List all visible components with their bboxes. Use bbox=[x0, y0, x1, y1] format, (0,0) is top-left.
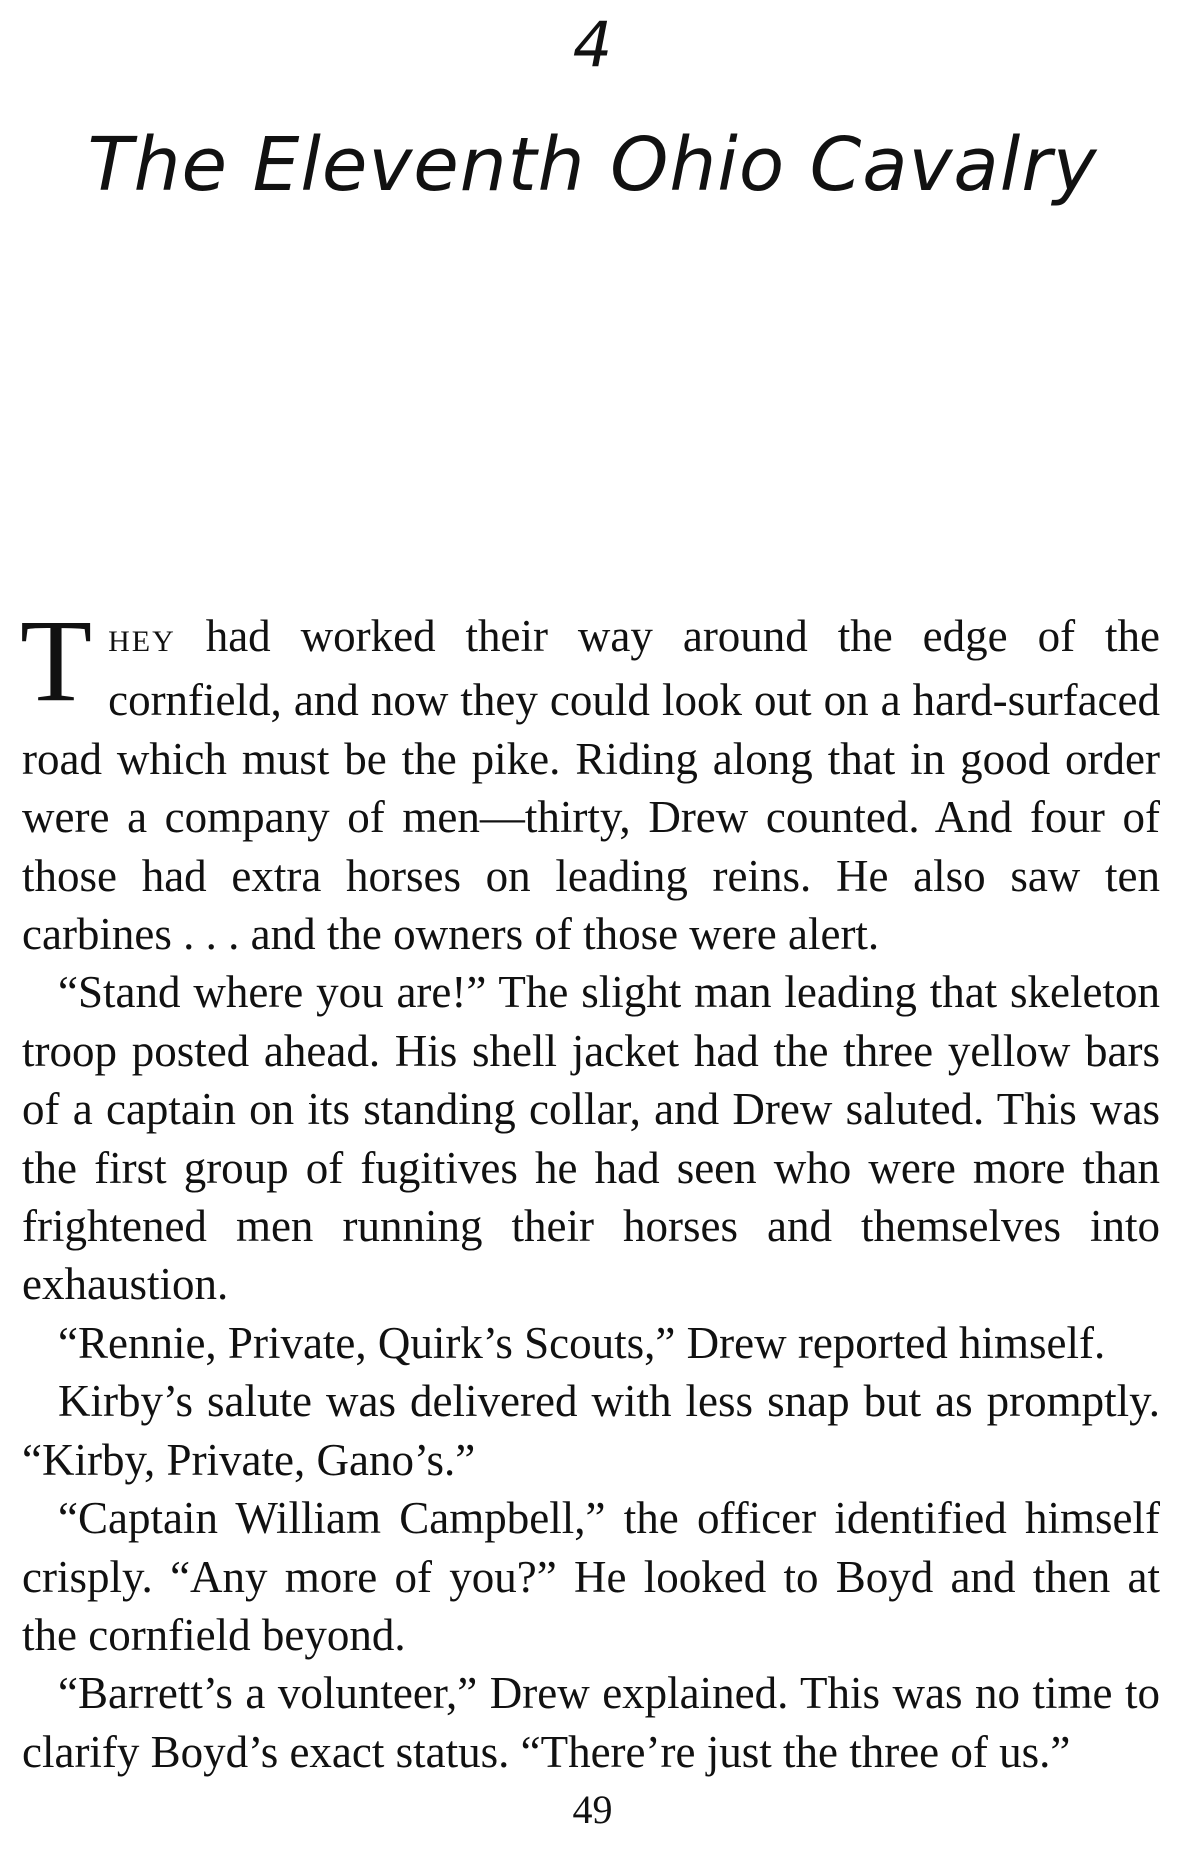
chapter-number: 4 bbox=[572, 8, 613, 81]
chapter-body bbox=[20, 595, 1160, 1781]
page-number: 49 bbox=[572, 1787, 613, 1832]
paragraph: “Rennie, Private, Quirk’s Scouts,” Drew reported himself. bbox=[58, 1317, 1106, 1368]
paragraph: “Stand where you are!” The slight man leading that skeleton troop posted ahead. His shell jacket had the three yellow bars of a captain on its standing collar, and Drew saluted. This was the first group of fugitives he had seen who were more than frightened men running their horses and themselves into exhaustion. bbox=[22, 967, 1160, 1310]
paragraph: “Barrett’s a volunteer,” Drew explained. This was no time to clarify Boyd’s exact status. “There’re just the three of us.” bbox=[22, 1668, 1160, 1777]
chapter-title: The Eleventh Ohio Cavalry bbox=[87, 122, 1098, 208]
paragraph bbox=[20, 595, 1160, 963]
small-caps-lead: HEY bbox=[108, 625, 176, 658]
paragraph: “Captain William Campbell,” the officer identified himself crisply. “Any more of you?” He looked to Boyd and then at the cornfield beyond. bbox=[22, 1493, 1160, 1660]
paragraph-text: had worked their way around the edge of the cornfield, and now they could look out on a hard-surfaced road which must be the pike. Riding along that in good order were a company of men—thirty, Drew counted. And four of those had extra horses on leading reins. He also saw ten carbines . . . and the owners of those were alert. bbox=[22, 611, 1160, 960]
drop-cap: T bbox=[20, 595, 93, 726]
paragraph: Kirby’s salute was delivered with less snap but as promptly. “Kirby, Private, Gano’s.” bbox=[22, 1376, 1160, 1485]
